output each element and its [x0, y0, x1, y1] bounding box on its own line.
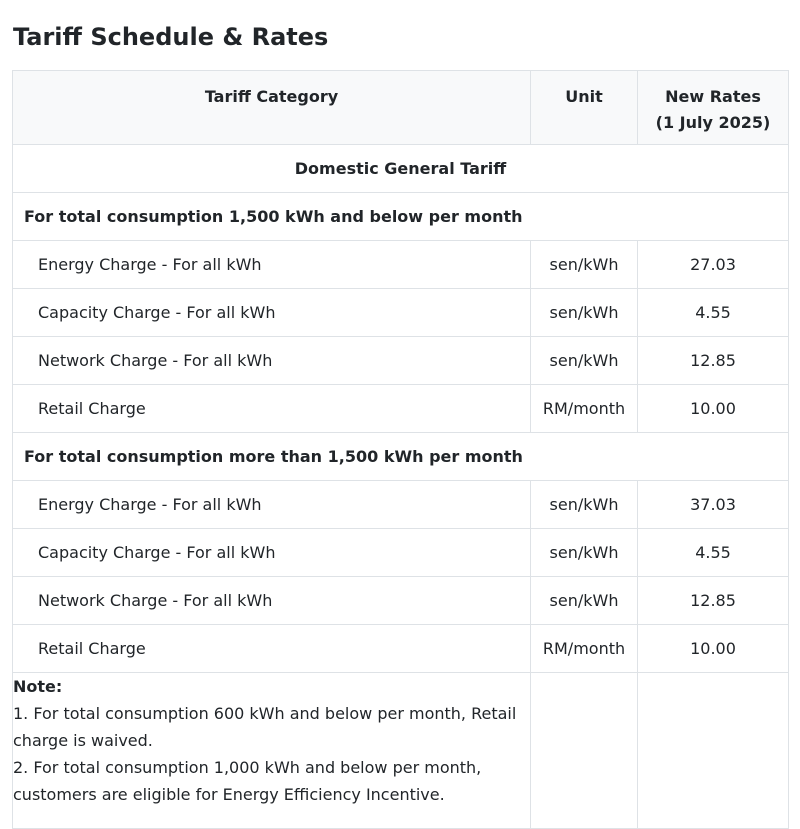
row-label: Retail Charge [13, 385, 531, 433]
row-unit: sen/kWh [531, 481, 638, 529]
group-row [13, 193, 789, 241]
section-row [13, 145, 789, 193]
table-row [13, 385, 789, 433]
row-rate: 10.00 [638, 625, 789, 673]
row-rate: 27.03 [638, 241, 789, 289]
header-tariff-category: Tariff Category [13, 71, 531, 145]
note-line-1: 1. For total consumption 600 kWh and below per month, Retail charge is waived. [13, 704, 517, 750]
tariff-table [12, 70, 789, 829]
row-label: Network Charge - For all kWh [13, 337, 531, 385]
row-unit: sen/kWh [531, 577, 638, 625]
table-header-row [13, 71, 789, 145]
table-row [13, 577, 789, 625]
row-unit: RM/month [531, 385, 638, 433]
group-title: For total consumption more than 1,500 kWh per month [13, 433, 789, 481]
note-heading: Note: [13, 677, 63, 696]
row-rate: 4.55 [638, 289, 789, 337]
row-rate: 10.00 [638, 385, 789, 433]
table-row [13, 241, 789, 289]
row-unit: sen/kWh [531, 529, 638, 577]
row-label: Retail Charge [13, 625, 531, 673]
group-row [13, 433, 789, 481]
row-rate: 4.55 [638, 529, 789, 577]
header-new-rates-title: New Rates [665, 87, 761, 106]
table-row [13, 289, 789, 337]
note-cell [13, 673, 531, 829]
row-label: Energy Charge - For all kWh [13, 241, 531, 289]
note-unit-cell [531, 673, 638, 829]
row-label: Capacity Charge - For all kWh [13, 289, 531, 337]
note-rate-cell [638, 673, 789, 829]
table-row [13, 337, 789, 385]
row-rate: 37.03 [638, 481, 789, 529]
note-line-2: 2. For total consumption 1,000 kWh and below per month, customers are eligible for Energy Efficiency Incentive. [13, 758, 482, 804]
page-title: Tariff Schedule & Rates [13, 23, 329, 51]
table-row [13, 529, 789, 577]
header-unit: Unit [531, 71, 638, 145]
row-unit: RM/month [531, 625, 638, 673]
header-new-rates [638, 71, 789, 145]
row-label: Capacity Charge - For all kWh [13, 529, 531, 577]
table-row [13, 625, 789, 673]
table-row [13, 481, 789, 529]
row-rate: 12.85 [638, 577, 789, 625]
row-unit: sen/kWh [531, 289, 638, 337]
row-unit: sen/kWh [531, 241, 638, 289]
row-label: Network Charge - For all kWh [13, 577, 531, 625]
header-new-rates-date: (1 July 2025) [655, 113, 771, 132]
group-title: For total consumption 1,500 kWh and below per month [13, 193, 789, 241]
row-rate: 12.85 [638, 337, 789, 385]
note-row [13, 673, 789, 829]
row-unit: sen/kWh [531, 337, 638, 385]
row-label: Energy Charge - For all kWh [13, 481, 531, 529]
section-title: Domestic General Tariff [13, 145, 789, 193]
